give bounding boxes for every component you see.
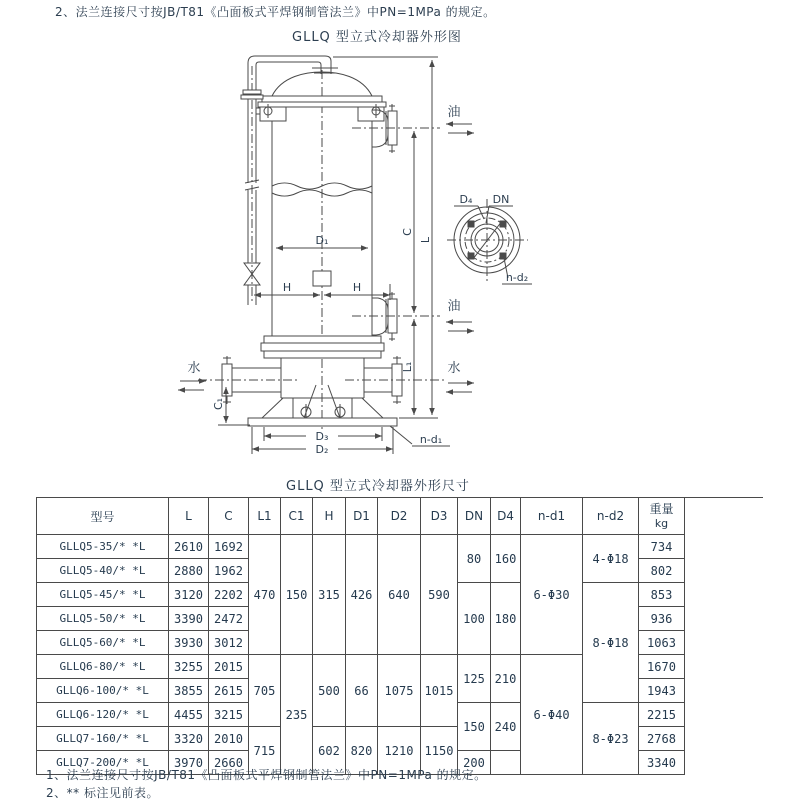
- oil-bottom-label: 油: [447, 299, 461, 314]
- dim-C1-label: C₁: [212, 397, 225, 411]
- water-left-label: 水: [187, 361, 201, 376]
- dim-C-label: C: [401, 228, 414, 236]
- cell-C: 2660: [209, 751, 249, 775]
- cell-model: GLLQ5-40/* *L: [37, 559, 169, 583]
- cell-weight: 936: [639, 607, 685, 631]
- header-C: C: [209, 498, 249, 535]
- cell-L: 2880: [169, 559, 209, 583]
- cell-C1: 235: [281, 655, 313, 775]
- cell-model: GLLQ7-200/* *L: [37, 751, 169, 775]
- cell-D4: 210: [491, 655, 521, 703]
- cell-L: 3970: [169, 751, 209, 775]
- cell-L1: 470: [249, 535, 281, 655]
- cell-weight: 853: [639, 583, 685, 607]
- cell-C: 2472: [209, 607, 249, 631]
- cell-H: 500: [313, 655, 346, 727]
- note-bottom-2: 2、** 标注见前表。: [46, 786, 159, 800]
- cell-model: GLLQ5-60/* *L: [37, 631, 169, 655]
- cell-model: GLLQ6-100/* *L: [37, 679, 169, 703]
- header-L1: L1: [249, 498, 281, 535]
- header-D3: D3: [421, 498, 458, 535]
- table-title: GLLQ 型立式冷却器外形尺寸: [286, 479, 470, 494]
- cell-weight: 1943: [639, 679, 685, 703]
- cell-D1: 426: [346, 535, 378, 655]
- cell-C: 2015: [209, 655, 249, 679]
- cell-weight: 734: [639, 535, 685, 559]
- cell-L: 3930: [169, 631, 209, 655]
- detail-nd2-label: n-d₂: [505, 271, 529, 284]
- side-pipe: [241, 56, 338, 305]
- cell-D3: 1015: [421, 655, 458, 727]
- header-D4: D4: [491, 498, 521, 535]
- cell-model: GLLQ6-120/* *L: [37, 703, 169, 727]
- cell-L: 3855: [169, 679, 209, 703]
- cell-D2: 640: [378, 535, 421, 655]
- cell-L1: 705: [249, 655, 281, 727]
- dim-H-right-label: H: [352, 281, 362, 294]
- cell-model: GLLQ5-50/* *L: [37, 607, 169, 631]
- dim-D2-label: D₂: [315, 443, 329, 456]
- shell-break-line: [272, 183, 372, 189]
- cell-C1: 150: [281, 535, 313, 655]
- dimension-lines: [218, 57, 450, 454]
- detail-D4-label: D₄: [459, 193, 473, 206]
- cell-DN: 150: [458, 703, 491, 751]
- cell-D4: [491, 751, 521, 775]
- cell-L: 4455: [169, 703, 209, 727]
- cell-L: 3255: [169, 655, 209, 679]
- cell-D4: 160: [491, 535, 521, 583]
- header-D2: D2: [378, 498, 421, 535]
- water-right-label: 水: [447, 361, 461, 376]
- cell-L: 3120: [169, 583, 209, 607]
- cell-C: 2010: [209, 727, 249, 751]
- cell-weight: 3340: [639, 751, 685, 775]
- dimension-table: [36, 497, 685, 775]
- dim-D1-label: D₁: [315, 234, 329, 247]
- cell-D2: 1075: [378, 655, 421, 727]
- header-DN: DN: [458, 498, 491, 535]
- cell-H: 315: [313, 535, 346, 655]
- cell-D3: 590: [421, 535, 458, 655]
- cell-C: 1692: [209, 535, 249, 559]
- cell-weight: 2215: [639, 703, 685, 727]
- cell-model: GLLQ5-45/* *L: [37, 583, 169, 607]
- cell-DN: 200: [458, 751, 491, 775]
- dim-D3-label: D₃: [315, 430, 329, 443]
- cell-D1: 66: [346, 655, 378, 727]
- cell-weight: 2768: [639, 727, 685, 751]
- note-bottom-1: 1、法兰连接尺寸按JB/T81《凸面板式平焊钢制管法兰》中PN=1MPa 的规定。: [46, 768, 487, 782]
- table-header-row: [37, 498, 685, 535]
- header-nd1: n-d1: [521, 498, 583, 535]
- water-nozzle-left: [198, 356, 300, 404]
- vessel-body: [248, 70, 397, 452]
- dim-nd1-label: n-d₁: [419, 433, 443, 446]
- oil-top-label: 油: [447, 105, 461, 120]
- header-weight-line1: 重量: [649, 502, 674, 516]
- cell-C: 1962: [209, 559, 249, 583]
- cell-weight: 802: [639, 559, 685, 583]
- header-nd2: n-d2: [583, 498, 639, 535]
- drawing-title: GLLQ 型立式冷却器外形图: [292, 30, 462, 45]
- cell-L: 3390: [169, 607, 209, 631]
- cell-weight: 1670: [639, 655, 685, 679]
- water-nozzle-right: [345, 356, 445, 404]
- header-H: H: [313, 498, 346, 535]
- base-plate: [248, 418, 397, 426]
- dim-H-left-label: H: [282, 281, 292, 294]
- cell-DN: 100: [458, 583, 491, 655]
- cell-nd1: 6-Φ40: [521, 655, 583, 775]
- dim-L1-label: L₁: [401, 361, 414, 373]
- cell-weight: 1063: [639, 631, 685, 655]
- header-D1: D1: [346, 498, 378, 535]
- cell-C: 3012: [209, 631, 249, 655]
- cell-nd2: 8-Φ23: [583, 703, 639, 775]
- cell-D4: 180: [491, 583, 521, 655]
- header-model: 型号: [37, 498, 169, 535]
- header-C1: C1: [281, 498, 313, 535]
- cell-model: GLLQ5-35/* *L: [37, 535, 169, 559]
- note-top: 2、法兰连接尺寸按JB/T81《凸面板式平焊钢制管法兰》中PN=1MPa 的规定。: [55, 5, 496, 19]
- header-weight: [639, 498, 685, 535]
- cell-nd2: 4-Φ18: [583, 535, 639, 583]
- cell-D3: 1150: [421, 727, 458, 775]
- cell-nd2: 8-Φ18: [583, 583, 639, 703]
- oil-nozzle-lower: [352, 292, 440, 341]
- cell-model: GLLQ6-80/* *L: [37, 655, 169, 679]
- cell-D2: 1210: [378, 727, 421, 775]
- cell-model: GLLQ7-160/* *L: [37, 727, 169, 751]
- cell-L1: 715: [249, 727, 281, 775]
- table-row: [37, 535, 685, 559]
- cell-DN: 125: [458, 655, 491, 703]
- cell-H: 602: [313, 727, 346, 775]
- cell-D4: 240: [491, 703, 521, 751]
- cell-nd1: 6-Φ30: [521, 535, 583, 655]
- cell-C: 2202: [209, 583, 249, 607]
- table-top-border-extension: [684, 497, 763, 498]
- cell-C: 2615: [209, 679, 249, 703]
- detail-DN-label: DN: [492, 193, 510, 206]
- cell-C: 3215: [209, 703, 249, 727]
- dim-L-label: L: [419, 236, 432, 244]
- header-weight-line2: kg: [654, 517, 669, 530]
- header-L: L: [169, 498, 209, 535]
- cell-D1: 820: [346, 727, 378, 775]
- cell-DN: 80: [458, 535, 491, 583]
- cell-L: 3320: [169, 727, 209, 751]
- cell-L: 2610: [169, 535, 209, 559]
